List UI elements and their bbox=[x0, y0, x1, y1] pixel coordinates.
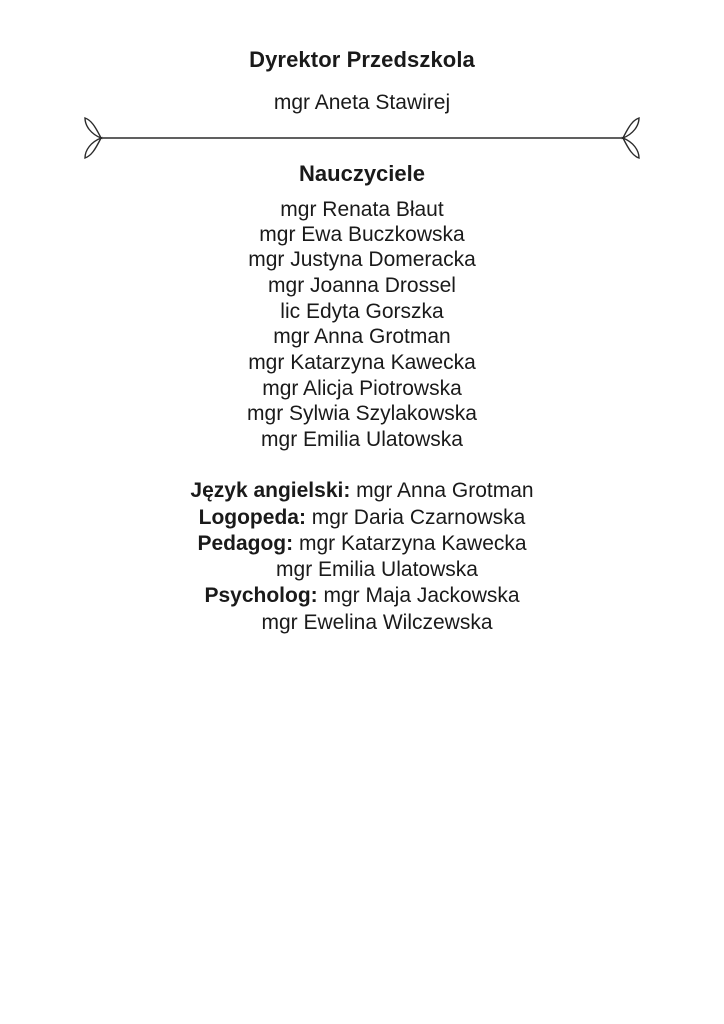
specialist-person: mgr Maja Jackowska bbox=[323, 584, 520, 608]
list-item: mgr Anna Grotman bbox=[273, 325, 451, 349]
specialist-row bbox=[40, 478, 684, 504]
spacer bbox=[40, 74, 684, 90]
list-item: mgr Alicja Piotrowska bbox=[262, 376, 462, 400]
specialist-person: mgr Daria Czarnowska bbox=[311, 505, 526, 529]
list-item: mgr Sylwia Szylakowska bbox=[247, 402, 477, 426]
specialist-label: Psycholog: bbox=[204, 584, 318, 608]
specialist-label: Logopeda: bbox=[198, 505, 306, 529]
spacer bbox=[40, 188, 684, 198]
teachers-list bbox=[40, 198, 684, 452]
specialist-label: Pedagog: bbox=[197, 531, 294, 555]
specialist-person: mgr Ewelina Wilczewska bbox=[261, 610, 493, 634]
list-item: lic Edyta Gorszka bbox=[280, 299, 444, 323]
specialist-row bbox=[40, 531, 684, 557]
list-item: mgr Renata Błaut bbox=[280, 198, 444, 222]
teachers-title: Nauczyciele bbox=[299, 160, 425, 186]
specialist-person: mgr Anna Grotman bbox=[356, 479, 534, 503]
specialist-row-continuation bbox=[40, 610, 684, 636]
specialists-list bbox=[40, 478, 684, 636]
specialist-person: mgr Katarzyna Kawecka bbox=[298, 531, 527, 555]
specialist-person: mgr Emilia Ulatowska bbox=[276, 558, 478, 582]
specialist-label: Język angielski: bbox=[190, 479, 351, 503]
spacer bbox=[40, 452, 684, 478]
list-item: mgr Katarzyna Kawecka bbox=[248, 350, 476, 374]
specialist-row bbox=[40, 583, 684, 609]
leaf-divider-icon bbox=[79, 116, 645, 160]
director-title: Dyrektor Przedszkola bbox=[249, 47, 475, 72]
director-name: mgr Aneta Stawirej bbox=[273, 90, 451, 114]
specialist-row-continuation bbox=[40, 557, 684, 583]
list-item: mgr Justyna Domeracka bbox=[248, 248, 476, 272]
specialist-row bbox=[40, 505, 684, 531]
list-item: mgr Ewa Buczkowska bbox=[259, 222, 465, 246]
list-item: mgr Joanna Drossel bbox=[268, 274, 456, 298]
list-item: mgr Emilia Ulatowska bbox=[261, 427, 463, 451]
